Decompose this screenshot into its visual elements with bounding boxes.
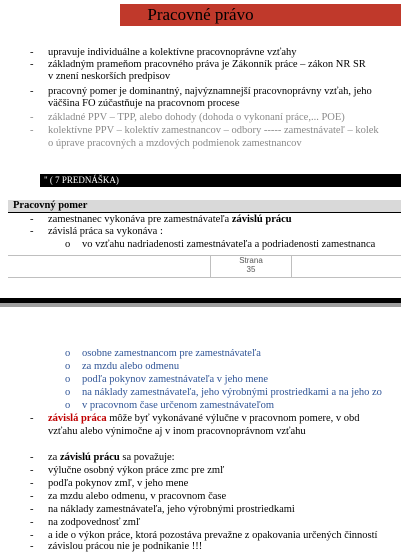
page-label: Strana xyxy=(239,256,263,265)
heading-underline xyxy=(8,212,401,213)
page-footer-line xyxy=(8,255,401,256)
dash-marker: - xyxy=(30,452,34,463)
dash-marker: - xyxy=(30,413,34,424)
list-item: závislá práca môže byť vykonávané výlučne v pracovnom pomere, v obd xyxy=(48,413,360,424)
list-item: za závislú prácu sa považuje: xyxy=(48,452,175,463)
sub-item: za mzdu alebo odmenu xyxy=(82,361,180,372)
list-item-continued: väčšina FO zúčastňuje na pracovnom procese xyxy=(48,98,240,109)
dash-marker: - xyxy=(30,125,34,136)
list-item: na zodpovednosť zmľ xyxy=(48,517,141,528)
circle-bullet: o xyxy=(65,361,71,372)
list-item: a ide o výkon práce, ktorá pozostáva prevažne z opakovania určených činností xyxy=(48,530,378,541)
list-item: podľa pokynov zmľ, v jeho mene xyxy=(48,478,189,489)
section-heading: Pracovný pomer xyxy=(13,200,88,211)
page-footer-line xyxy=(8,277,401,278)
dash-marker: - xyxy=(30,47,34,58)
list-item: upravuje individuálne a kolektívne pracovnoprávne vzťahy xyxy=(48,47,297,58)
list-item: za mzdu alebo odmenu, v pracovnom čase xyxy=(48,491,227,502)
dash-marker: - xyxy=(30,530,34,541)
sub-item: osobne zamestnancom pre zamestnávateľa xyxy=(82,348,261,359)
list-item: závislá práca sa vykonáva : xyxy=(48,226,163,237)
lecture-label: " ( 7 PREDNÁŠKA) xyxy=(44,175,119,185)
dash-marker: - xyxy=(30,517,34,528)
dash-marker: - xyxy=(30,478,34,489)
list-item-continued: vzťahu alebo výnimočne aj v inom pracovnoprávnom vzťahu xyxy=(48,426,306,437)
list-item: závislou prácou nie je podnikanie !!! xyxy=(48,541,203,552)
dash-marker: - xyxy=(30,541,34,552)
list-item: základným prameňom pracovného práva je Zákonník práce – zákon NR SR xyxy=(48,59,366,70)
circle-bullet: o xyxy=(65,374,71,385)
page-number-box xyxy=(210,255,292,277)
list-item-continued: o úprave pracovných a mzdových podmienok zamestnancov xyxy=(48,138,302,149)
dash-marker: - xyxy=(30,214,34,225)
dash-marker: - xyxy=(30,491,34,502)
circle-bullet: o xyxy=(65,239,71,250)
sub-item: vo vzťahu nadriadenosti zamestnávateľa a podriadenosti zamestnanca xyxy=(82,239,376,250)
sub-item: podľa pokynov zamestnávateľa v jeho mene xyxy=(82,374,269,385)
circle-bullet: o xyxy=(65,400,71,411)
list-item-continued: v znení neskorších predpisov xyxy=(48,71,171,82)
sub-item: na náklady zamestnávateľa, jeho výrobnými prostriedkami a na jeho zo xyxy=(82,387,382,398)
list-item: zamestnanec vykonáva pre zamestnávateľa závislú prácu xyxy=(48,214,292,225)
sub-item: v pracovnom čase určenom zamestnávateľom xyxy=(82,400,275,411)
list-item: výlučne osobný výkon práce zmc pre zmľ xyxy=(48,465,225,476)
circle-bullet: o xyxy=(65,387,71,398)
dash-marker: - xyxy=(30,86,34,97)
page-title: Pracovné právo xyxy=(147,5,254,24)
list-item: kolektívne PPV – kolektív zamestnancov – odbory ----- zamestnávateľ – kolek xyxy=(48,125,379,136)
page-number: 35 xyxy=(246,265,256,274)
dash-marker: - xyxy=(30,226,34,237)
dash-marker: - xyxy=(30,465,34,476)
circle-bullet: o xyxy=(65,348,71,359)
dash-marker: - xyxy=(30,112,34,123)
dash-marker: - xyxy=(30,504,34,515)
list-item: na náklady zamestnávateľa, jeho výrobnými prostriedkami xyxy=(48,504,295,515)
lecture-banner xyxy=(40,174,401,187)
list-item: pracovný pomer je dominantný, najvýznamnejší pracovnoprávny vzťah, jeho xyxy=(48,86,372,97)
page-separator-shadow xyxy=(0,303,401,307)
dash-marker: - xyxy=(30,59,34,70)
list-item: základné PPV – TPP, alebo dohody (dohoda o vykonaní práce,... POE) xyxy=(48,112,345,123)
